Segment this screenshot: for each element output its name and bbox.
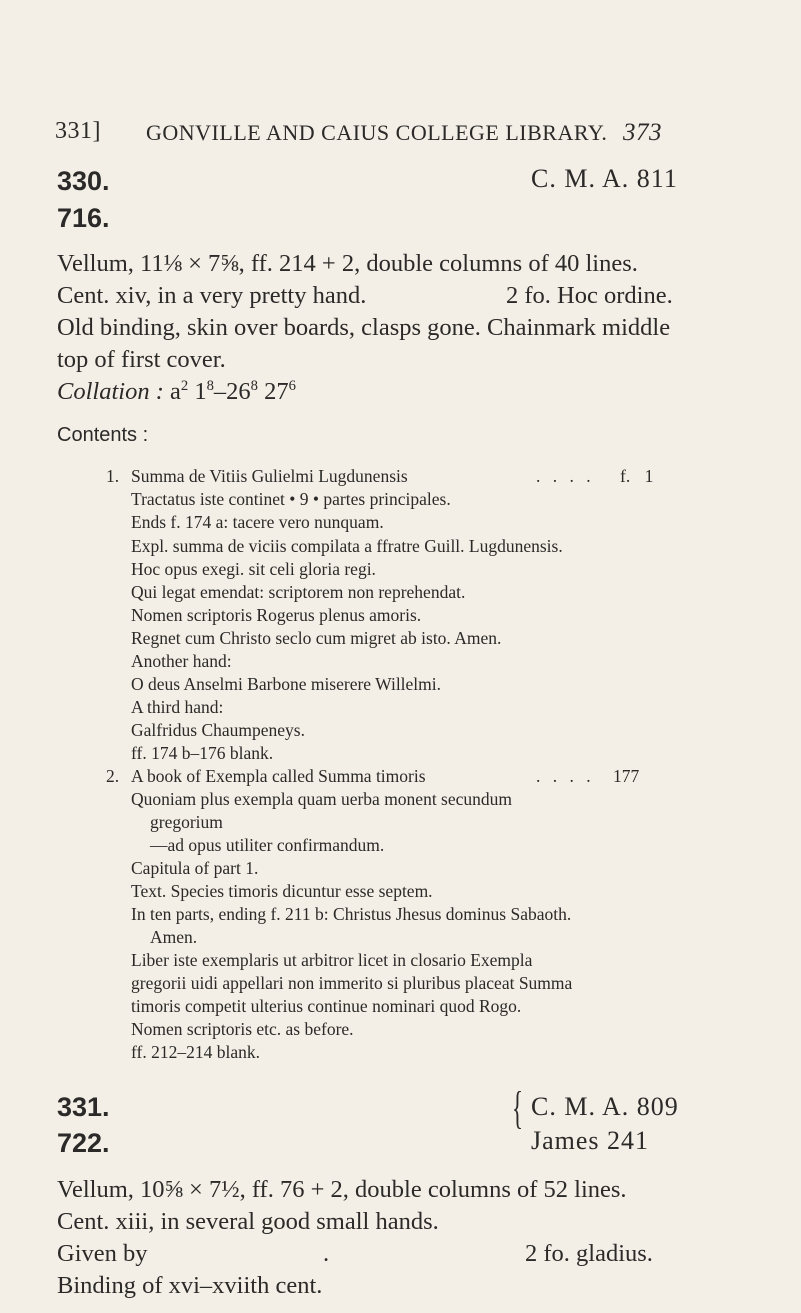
second-folio: 2 fo. gladius. [525, 1240, 653, 1267]
item-title: Summa de Vitiis Gulielmi Lugdunensis [131, 466, 408, 486]
text-line: ff. 174 b–176 blank. [131, 743, 274, 763]
item-number: 2. [106, 766, 120, 786]
classmark: C. M. A. 809 [531, 1092, 679, 1121]
second-folio: 2 fo. Hoc ordine. [506, 282, 673, 309]
text-line: —ad opus utiliter confirmandum. [150, 835, 385, 855]
text-line: ff. 212–214 blank. [131, 1042, 260, 1062]
text-line: Capitula of part 1. [131, 858, 259, 878]
description-line: Binding of xvi–xviith cent. [57, 1272, 323, 1299]
collation-label: Collation : [57, 378, 164, 405]
item-title: A book of Exempla called Summa timoris [131, 766, 426, 786]
text-line: Nomen scriptoris etc. as before. [131, 1019, 354, 1039]
classmark: C. M. A. 811 [531, 164, 678, 193]
description-line: Given by [57, 1240, 148, 1267]
description-line: top of first cover. [57, 346, 226, 373]
text-line: Another hand: [131, 651, 232, 671]
description-line: Cent. xiii, in several good small hands. [57, 1208, 439, 1235]
entry-number: 331. [57, 1092, 110, 1122]
text-line: O deus Anselmi Barbone miserere Willelmi. [131, 674, 442, 694]
text-line: Tractatus iste continet • 9 • partes principales. [131, 489, 451, 509]
item-folio: f. 1 [620, 466, 654, 486]
leader-dots: . . . . [536, 766, 595, 786]
text-line: Qui legat emendat: scriptorem non reprehendat. [131, 582, 466, 602]
text-line: Galfridus Chaumpeneys. [131, 720, 305, 740]
collation [57, 378, 296, 406]
text-line: Liber iste exemplaris ut arbitror licet in closario Exempla [131, 950, 533, 970]
donor-placeholder: . [323, 1240, 330, 1267]
collation-formula: $a^2$ $1^8-26^8$ $27^6$ [169, 377, 296, 405]
previous-number: 331] [55, 118, 101, 144]
leader-dots: . . . . [536, 466, 595, 486]
entry-number: 330. [57, 166, 110, 196]
text-line: Nomen scriptoris Rogerus plenus amoris. [131, 605, 422, 625]
text-line: Expl. summa de viciis compilata a ffratre Guill. Lugdunensis. [131, 536, 563, 556]
text-line: Hoc opus exegi. sit celi gloria regi. [131, 559, 376, 579]
text-line: Amen. [150, 927, 198, 947]
page-number: 373 [623, 119, 662, 146]
text-line: Text. Species timoris dicuntur esse septem. [131, 881, 433, 901]
item-number: 1. [106, 466, 120, 486]
text-line: Quoniam plus exempla quam uerba monent secundum [131, 789, 513, 809]
entry-mark: 722. [57, 1128, 110, 1158]
running-header: GONVILLE AND CAIUS COLLEGE LIBRARY. [146, 120, 608, 145]
description-line: Cent. xiv, in a very pretty hand. [57, 282, 367, 309]
text-line: timoris competit ulterius continue nominari quod Rogo. [131, 996, 522, 1016]
text-line: gregorium [150, 812, 223, 832]
text-line: gregorii uidi appellari non immerito si pluribus placeat Summa [131, 973, 573, 993]
classmark-james: James 241 [531, 1126, 650, 1155]
brace-icon: { [512, 1082, 524, 1133]
text-line: Ends f. 174 a: tacere vero nunquam. [131, 512, 384, 532]
item-folio: 177 [613, 766, 640, 786]
description-line: Vellum, 11⅛ × 7⅝, ff. 214 + 2, double columns of 40 lines. [57, 250, 638, 277]
text-line: In ten parts, ending f. 211 b: Christus Jhesus dominus Sabaoth. [131, 904, 572, 924]
description-line: Old binding, skin over boards, clasps gone. Chainmark middle [57, 314, 671, 341]
text-line: A third hand: [131, 697, 224, 717]
description-line: Vellum, 10⅝ × 7½, ff. 76 + 2, double columns of 52 lines. [57, 1176, 627, 1203]
text-line: Regnet cum Christo seclo cum migret ab isto. Amen. [131, 628, 502, 648]
entry-mark: 716. [57, 203, 110, 233]
contents-label: Contents : [57, 424, 149, 446]
